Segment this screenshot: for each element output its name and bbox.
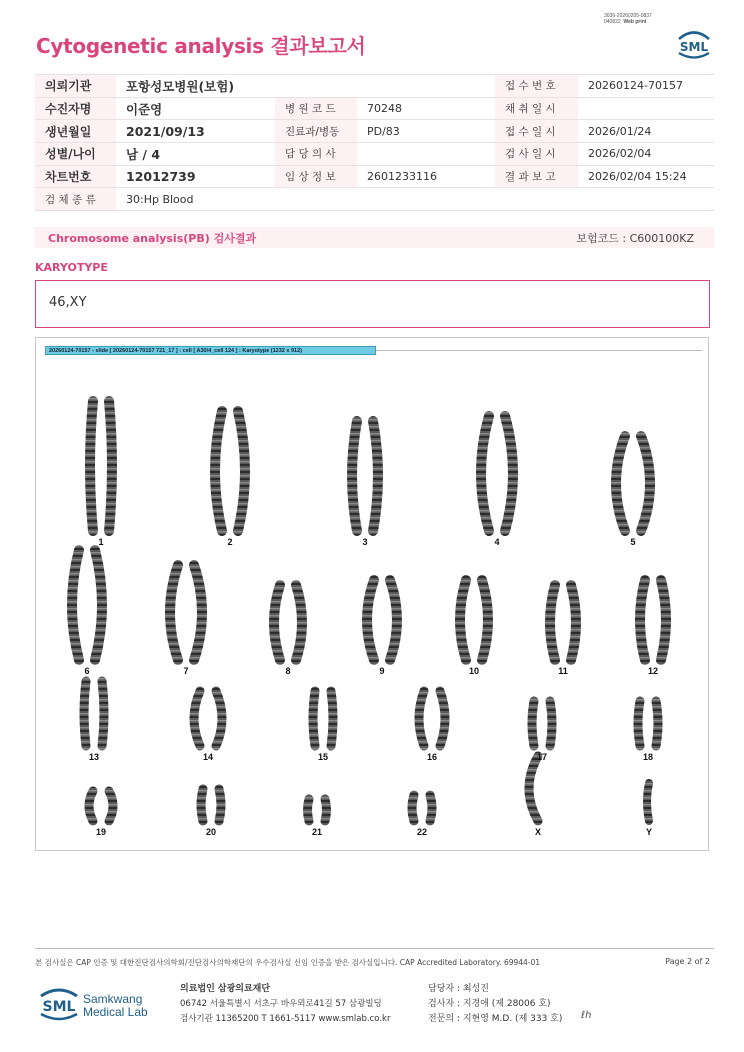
- info-value: 2026/01/24: [578, 120, 714, 143]
- info-value: 이준영: [116, 97, 275, 120]
- chromosome-label: 19: [95, 827, 107, 837]
- sml-logo-icon: [674, 26, 714, 62]
- chromosome-12: [661, 580, 666, 660]
- staff-line: 검사자 : 지경애 (제 28006 호): [428, 999, 551, 1009]
- chromosome-label: 7: [183, 666, 189, 676]
- chromosome-19: [109, 791, 113, 821]
- document-code-line1: 3036-20260205-0837: [604, 13, 652, 19]
- info-row: [35, 75, 714, 98]
- info-row: [35, 120, 714, 143]
- chromosome-1: [109, 401, 112, 531]
- chromosome-label: 4: [494, 537, 500, 547]
- chromosome-1: [90, 401, 93, 531]
- chromosome-label: 20: [205, 827, 217, 837]
- chromosome-label: 5: [630, 537, 636, 547]
- chromosome-label: 6: [84, 666, 90, 676]
- chromosome-label: 17: [536, 752, 548, 762]
- chromosome-21: [325, 799, 327, 821]
- chromosome-22: [412, 795, 414, 821]
- organization-info: [180, 982, 390, 1027]
- info-label: 병 원 코 드: [275, 97, 357, 120]
- chromosome-label: Y: [645, 827, 653, 837]
- logo-text: SML: [42, 999, 76, 1015]
- info-label: 결 과 보 고: [495, 165, 578, 188]
- chromosome-8: [274, 585, 280, 660]
- chromosome-label: 21: [311, 827, 323, 837]
- chromosome-13: [84, 681, 86, 746]
- chromosome-15: [313, 691, 315, 746]
- info-label: 채 취 일 시: [495, 97, 578, 120]
- info-value: 2021/09/13: [116, 120, 275, 143]
- chromosome-10: [482, 580, 488, 660]
- chromosome-15: [331, 691, 333, 746]
- chromosome-5: [641, 436, 650, 531]
- document-code: [604, 13, 652, 25]
- chromosome-label: 3: [362, 537, 368, 547]
- signature-icon: ℓh: [581, 1010, 592, 1021]
- info-value: [578, 97, 714, 120]
- chromosome-label: 10: [468, 666, 480, 676]
- info-label: 생년월일: [35, 120, 116, 143]
- karyotype-result-box: [35, 280, 710, 328]
- chromosome-label: 18: [642, 752, 654, 762]
- chromosome-3: [373, 421, 378, 531]
- info-label: 차트번호: [35, 165, 116, 188]
- chromosome-label: X: [534, 827, 542, 837]
- chromosome-12: [640, 580, 645, 660]
- specimen-label: 검 체 종 류: [35, 188, 116, 211]
- info-label: 접 수 일 시: [495, 120, 578, 143]
- chromosome-5: [616, 436, 625, 531]
- info-value: PD/83: [357, 120, 495, 143]
- chromosome-4: [481, 416, 489, 531]
- accreditation-note: 본 검사실은 CAP 인증 및 대한진단검사의학회/진단검사의학재단의 우수검사실 신임 인증을 받은 검사실입니다. CAP Accredited Laboratory. 69944-01: [35, 958, 541, 967]
- staff-line: 전문의 : 지현영 M.D. (제 333 호): [428, 1014, 563, 1024]
- info-value: 70248: [357, 97, 495, 120]
- patient-info-table: [35, 74, 714, 211]
- chromosome-2: [238, 411, 245, 531]
- chromosome-16: [419, 691, 424, 746]
- result-section-header: [35, 227, 714, 248]
- info-value: 2601233116: [357, 165, 495, 188]
- specimen-value: 30:Hp Blood: [116, 188, 714, 211]
- page-number: Page 2 of 2: [665, 957, 710, 966]
- chromosome-10: [460, 580, 466, 660]
- chromosome-2: [215, 411, 222, 531]
- chromosome-label: 12: [647, 666, 659, 676]
- image-header: 20260124-70157 - slide [ 20260124-70157 721_17 ] : cell [ A30/4_cell 124 ] : Karyotype (1232 x 912): [45, 346, 376, 355]
- info-value: 2026/02/04: [578, 143, 714, 166]
- chromosome-7: [170, 565, 178, 660]
- brand-line2: Medical Lab: [83, 1005, 148, 1019]
- chromosome-8: [296, 585, 302, 660]
- chromosome-7: [194, 565, 202, 660]
- page-title: Cytogenetic analysis 결과보고서: [36, 34, 366, 58]
- web-print-label: Web print: [623, 19, 647, 25]
- chromosome-label: 1: [98, 537, 104, 547]
- chromosome-X: [529, 756, 538, 821]
- info-value: 포항성모병원(보험): [116, 75, 495, 98]
- chromosome-11: [550, 585, 555, 660]
- chromosome-17: [532, 701, 534, 746]
- karyotype-image: [35, 337, 709, 851]
- chromosome-20: [201, 789, 203, 821]
- chromosome-label: 9: [379, 666, 385, 676]
- organization-address: 06742 서울특별시 서초구 바우뫼로41길 57 삼광빌딩: [180, 999, 382, 1009]
- info-label: 수진자명: [35, 97, 116, 120]
- section-title: Chromosome analysis(PB) 검사결과: [48, 232, 257, 245]
- info-value: 20260124-70157: [578, 75, 714, 98]
- samkwang-logo-icon: [38, 982, 158, 1026]
- chromosome-22: [430, 795, 432, 821]
- brand-line1: Samkwang: [83, 992, 143, 1006]
- chromosome-label: 14: [202, 752, 214, 762]
- chromosome-18: [638, 701, 640, 746]
- info-label: 접 수 번 호: [495, 75, 578, 98]
- info-label: 진료과/병동: [275, 120, 357, 143]
- chromosome-label: 22: [416, 827, 428, 837]
- info-value: [357, 143, 495, 166]
- staff-info: [428, 982, 562, 1027]
- info-row: [35, 165, 714, 188]
- footer-divider: [35, 948, 714, 949]
- document-code-line2: 040822: [604, 19, 621, 25]
- chromosome-6: [72, 550, 79, 660]
- info-label: 성별/나이: [35, 143, 116, 166]
- chromosome-9: [390, 580, 397, 660]
- chromosome-spread: [36, 338, 710, 852]
- chromosome-13: [102, 681, 104, 746]
- chromosome-label: 16: [426, 752, 438, 762]
- chromosome-19: [89, 791, 93, 821]
- chromosome-16: [440, 691, 445, 746]
- chromosome-label: 15: [317, 752, 329, 762]
- info-row: [35, 143, 714, 166]
- chromosome-label: 8: [285, 666, 291, 676]
- chromosome-label: 13: [88, 752, 100, 762]
- chromosome-Y: [647, 783, 649, 821]
- karyotype-label: KARYOTYPE: [35, 261, 108, 274]
- info-label: 검 사 일 시: [495, 143, 578, 166]
- info-label: 담 당 의 사: [275, 143, 357, 166]
- organization-name: 의료법인 삼광의료재단: [180, 984, 271, 994]
- staff-line: 담당자 : 최성진: [428, 984, 489, 994]
- karyotype-result: 46,XY: [49, 295, 87, 310]
- chromosome-14: [216, 691, 222, 746]
- organization-contact: 검사기관 11365200 T 1661-5117 www.smlab.co.kr: [180, 1014, 391, 1024]
- chromosome-17: [550, 701, 552, 746]
- chromosome-label: 11: [558, 666, 568, 676]
- info-row: [35, 97, 714, 120]
- chromosome-21: [308, 799, 310, 821]
- chromosome-11: [571, 585, 576, 660]
- info-label: 의뢰기관: [35, 75, 116, 98]
- chromosome-label: 2: [227, 537, 233, 547]
- logo-text: SML: [679, 40, 709, 54]
- info-value: 2026/02/04 15:24: [578, 165, 714, 188]
- info-value: 12012739: [116, 165, 275, 188]
- chromosome-9: [367, 580, 374, 660]
- info-label: 임 상 정 보: [275, 165, 357, 188]
- info-value: 남 / 4: [116, 143, 275, 166]
- chromosome-14: [194, 691, 200, 746]
- chromosome-6: [95, 550, 102, 660]
- insurance-code: 보험코드 : C600100KZ: [576, 232, 694, 245]
- chromosome-4: [505, 416, 513, 531]
- chromosome-3: [352, 421, 357, 531]
- chromosome-18: [656, 701, 658, 746]
- chromosome-20: [219, 789, 221, 821]
- specimen-row: [35, 188, 714, 211]
